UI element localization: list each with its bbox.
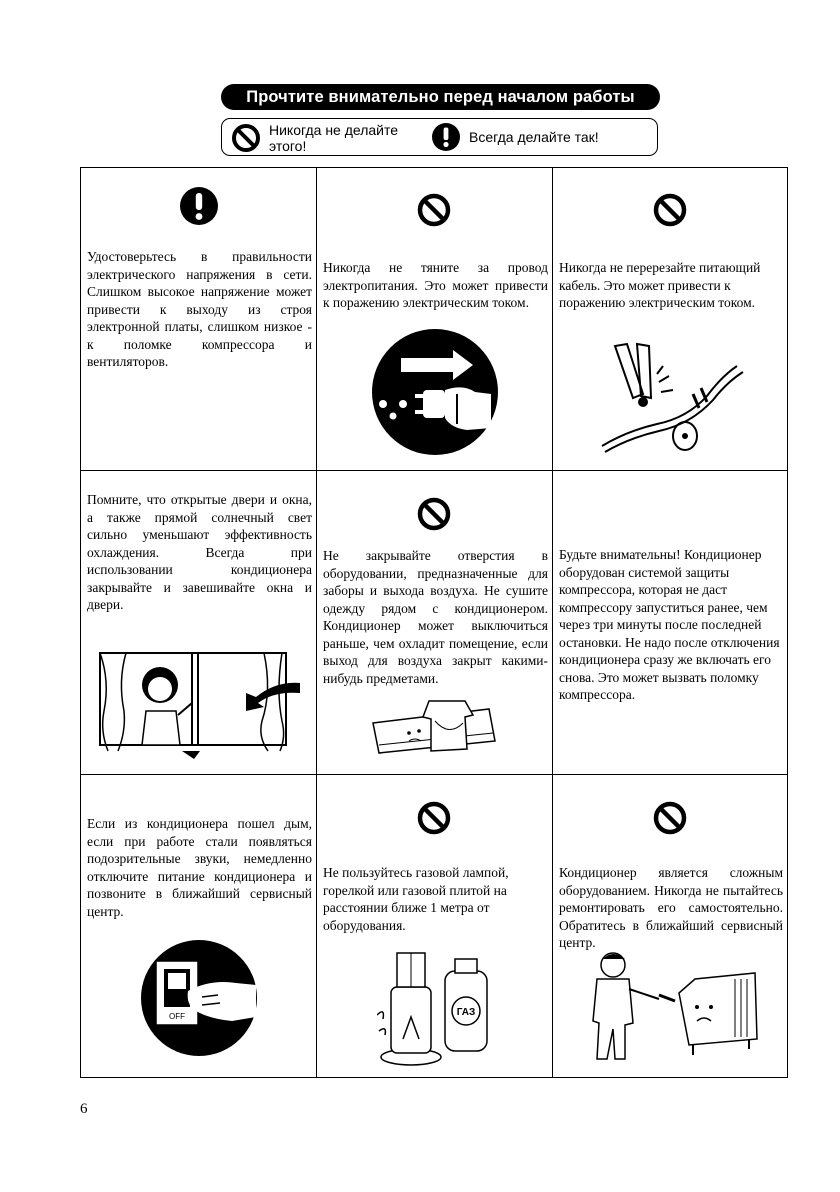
prohibition-icon bbox=[417, 497, 451, 531]
repair-illustration bbox=[585, 949, 765, 1069]
instruction-text: Не пользуйтесь газовой лампой, горелкой или газовой плитой на расстоянии ближе 1 метра от оборудования. bbox=[323, 865, 509, 933]
instruction-cell-vents bbox=[317, 471, 553, 775]
exclamation-icon bbox=[179, 186, 219, 226]
prohibition-icon bbox=[653, 801, 687, 835]
instruction-grid bbox=[80, 167, 788, 1078]
prohibition-icon bbox=[231, 123, 261, 153]
instruction-cell-self-repair bbox=[553, 775, 787, 1077]
prohibition-icon bbox=[417, 801, 451, 835]
instruction-cell-compressor-protection bbox=[553, 471, 787, 775]
instruction-text: Будьте внимательны! Кондиционер оборудован системой защиты компрессора, которая не даст компрессору запуститься ранее, чем через три минуты после последней остановки. Не надо после отключения кондиционера сразу же включать его снова. Это может вызвать поломку компрессора. bbox=[559, 547, 780, 702]
exclamation-icon bbox=[431, 122, 461, 152]
instruction-text: Кондиционер является сложным оборудованием. Никогда не пытайтесь ремонтировать его самостоятельно. Обратитесь в ближайший сервисный центр. bbox=[559, 865, 783, 950]
switch-off-label: OFF bbox=[169, 1012, 185, 1021]
instruction-text: Не закрывайте отверстия в оборудовании, предназначенные для заборы и выхода воздуха. Не сушите одежду рядом с кондиционером. Кондиционер может выключиться раньше, чем охладит помещение, если выход для воздуха закрыт какими-нибудь предметами. bbox=[323, 548, 548, 686]
prohibition-icon bbox=[417, 193, 451, 227]
page-number: 6 bbox=[80, 1101, 88, 1117]
prohibition-icon bbox=[653, 193, 687, 227]
instruction-text: Удостоверьтесь в правильности электрического напряжения в сети. Слишком высокое напряжение может привести к выходу из строя электронной платы, слишком низкое - к поломке компрессора и вентиляторов. bbox=[87, 249, 312, 369]
instruction-text: Никогда не перерезайте питающий кабель. Это может привести к поражению электрическим током. bbox=[559, 260, 761, 310]
instruction-cell-smoke bbox=[81, 775, 317, 1077]
legend-always bbox=[431, 122, 599, 152]
unplug-illustration bbox=[371, 328, 499, 456]
legend-never-line2: этого! bbox=[269, 138, 307, 154]
cut-cable-illustration bbox=[597, 336, 747, 456]
symbol-legend bbox=[221, 118, 658, 156]
instruction-cell-voltage bbox=[81, 168, 317, 471]
instruction-cell-power-cord bbox=[317, 168, 553, 471]
instruction-cell-cable bbox=[553, 168, 787, 471]
page-title: Прочтите внимательно перед началом работы bbox=[221, 84, 660, 110]
legend-never-line1: Никогда не делайте bbox=[269, 122, 399, 138]
instruction-cell-doors-windows bbox=[81, 471, 317, 775]
instruction-text: Помните, что открытые двери и окна, а также прямой солнечный свет сильно уменьшают эффективность охлаждения. Всегда при использовании кондиционера закрывайте и завешивайте окна и двери. bbox=[87, 492, 312, 612]
instruction-text: Никогда не тяните за провод электропитания. Это может привести к поражению электрическим током. bbox=[323, 260, 548, 310]
legend-always-text: Всегда делайте так! bbox=[469, 129, 599, 145]
blocked-vent-illustration bbox=[369, 697, 499, 763]
gas-cylinder-label: ГАЗ bbox=[456, 1007, 476, 1018]
instruction-text: Если из кондиционера пошел дым, если при работе стали появляться подозрительные звуки, немедленно отключите питание кондиционера и позвоните в ближайший сервисный центр. bbox=[87, 816, 312, 919]
instruction-cell-gas bbox=[317, 775, 553, 1077]
switch-off-illustration bbox=[140, 939, 258, 1057]
legend-never bbox=[231, 122, 398, 154]
gas-appliances-illustration bbox=[377, 947, 497, 1069]
window-illustration bbox=[96, 641, 306, 763]
